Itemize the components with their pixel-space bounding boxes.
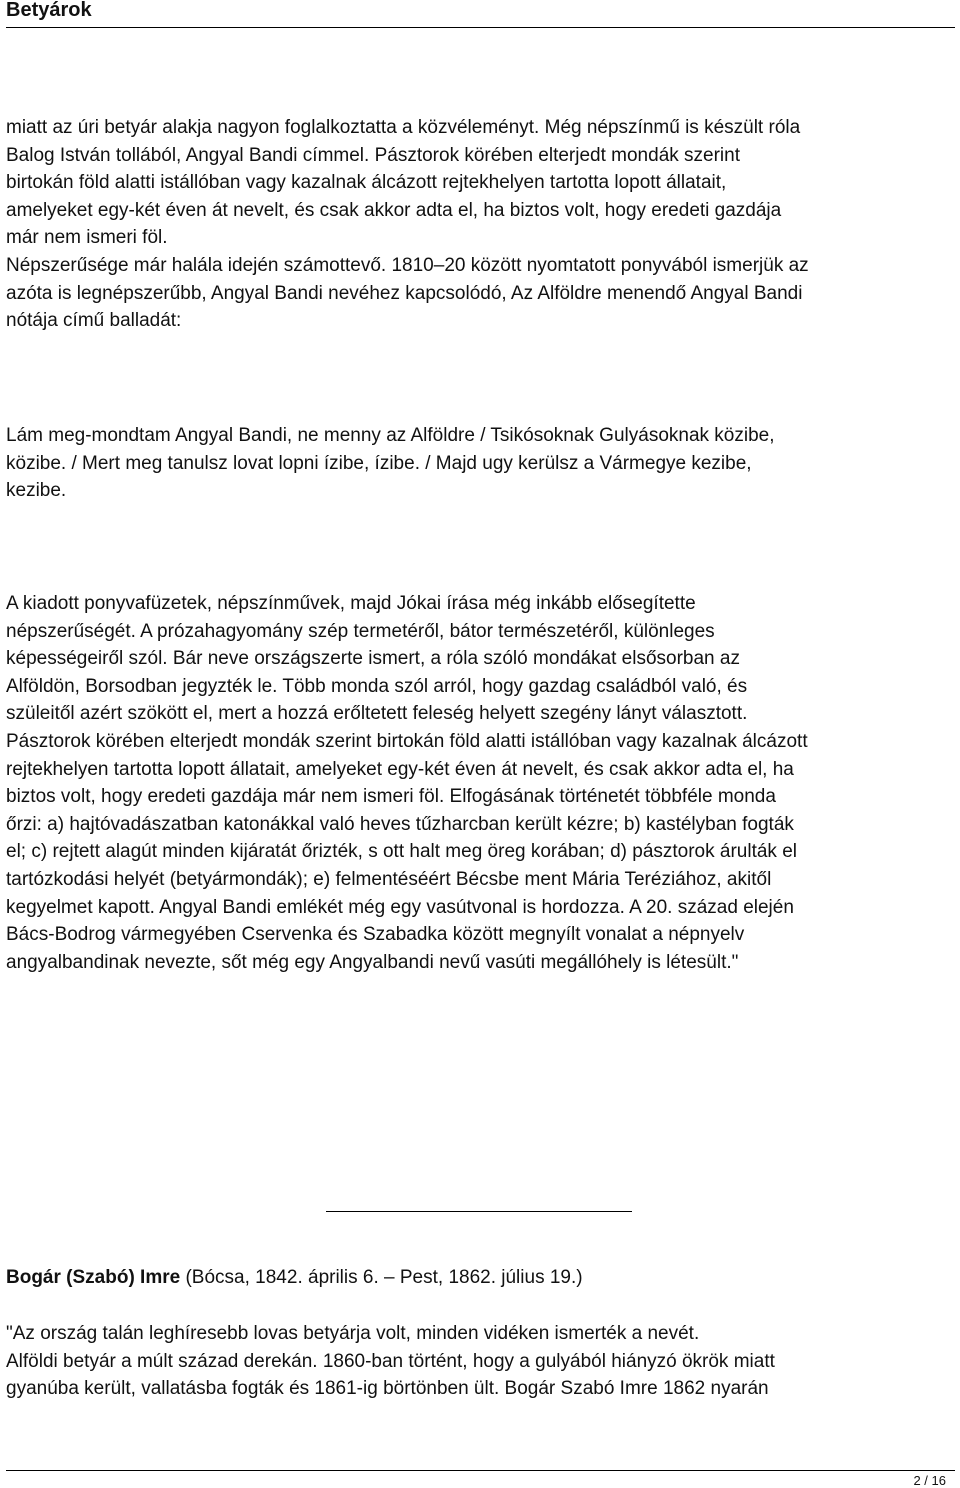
bogar-imre-dates: (Bócsa, 1842. április 6. – Pest, 1862. július 19.) xyxy=(180,1267,583,1288)
page-number: 2 / 16 xyxy=(913,1473,946,1488)
paragraph-legends: A kiadott ponyvafüzetek, népszínművek, majd Jókai írása még inkább elősegítette népszerűségét. A prózahagyomány szép termetéről, bátor természetéről, különleges képességeiről szól. Bár neve országszerte ismert, a róla szóló mondákat elsősorban az Alföldön, Borsodban jegyzték le. Több monda szól arról, hogy gazdag családból való, és szüleitől azért szökött el, mert a hozzá erőltetett feleség helyett szegény lányt választott. Pásztorok körében elterjedt mondák szerint birtokán föld alatti istállóban vagy kazalnak álcázott rejtekhelyen tartotta lopott állatait, amelyeket egy-két éven át nevelt, és csak akkor adta el, ha biztos volt, hogy eredeti gazdája már nem ismeri föl. Elfogásának történetét többféle monda őrzi: a) hajtóvadászatban katonákkal való heves tűzharcban került kézre; b) kastélyban fogták el; c) rejtett alagút minden kijáratát őrizték, s ott halt meg öreg korában; d) pásztorok árulták el tartózkodási helyét (betyármondák); e) felmentéséért Bécsbe ment Mária Teréziához, akitől kegyelmet kapott. Angyal Bandi emlékét még egy vasútvonal is hordozza. A 20. század elején Bács-Bodrog vármegyében Cservenka és Szabadka között megnyílt vonalat a népnyelv angyalbandinak nevezte, sőt még egy Angyalbandi nevű vasúti megállóhely is létesült." xyxy=(6,593,808,973)
footer-divider xyxy=(6,1470,955,1471)
paragraph-ballad-quote: Lám meg-mondtam Angyal Bandi, ne menny az Alföldre / Tsikósoknak Gulyásoknak közibe, közibe. / Mert meg tanulsz lovat lopni ízibe, ízibe. / Majd ugy kerülsz a Vármegye kezibe, kezibe. xyxy=(6,425,775,502)
document-title: Betyárok xyxy=(6,0,92,21)
bogar-imre-name: Bogár (Szabó) Imre xyxy=(6,1267,181,1288)
header-divider xyxy=(6,27,955,28)
paragraph-angyal-bandi-intro: miatt az úri betyár alakja nagyon foglalkoztatta a közvéleményt. Még népszínmű is készült róla Balog István tollából, Angyal Bandi címmel. Pásztorok körében elterjedt mondák szerint birtokán föld alatti istállóban vagy kazalnak álcázott rejtekhelyen tartotta lopott állatait, amelyeket egy-két éven át nevelt, és csak akkor adta el, ha biztos volt, hogy eredeti gazdája már nem ismeri föl. Népszerűsége már halála idején számottevő. 1810–20 között nyomtatott ponyvából ismerjük az azóta is legnépszerűbb, Angyal Bandi nevéhez kapcsolódó, Az Alföldre menendő Angyal Bandi nótája című balladát: xyxy=(6,117,809,332)
section-divider xyxy=(326,1211,632,1212)
paragraph-bogar-imre-bio: "Az ország talán leghíresebb lovas betyárja volt, minden vidéken ismerték a nevét. Alföldi betyár a múlt század derekán. 1860-ban történt, hogy a gulyából hiányzó ökrök miatt gyanúba került, vallatásba fogták és 1861-ig börtönben ült. Bogár Szabó Imre 1862 nyarán xyxy=(6,1323,775,1400)
paragraph-bogar-imre-heading xyxy=(6,1264,958,1292)
